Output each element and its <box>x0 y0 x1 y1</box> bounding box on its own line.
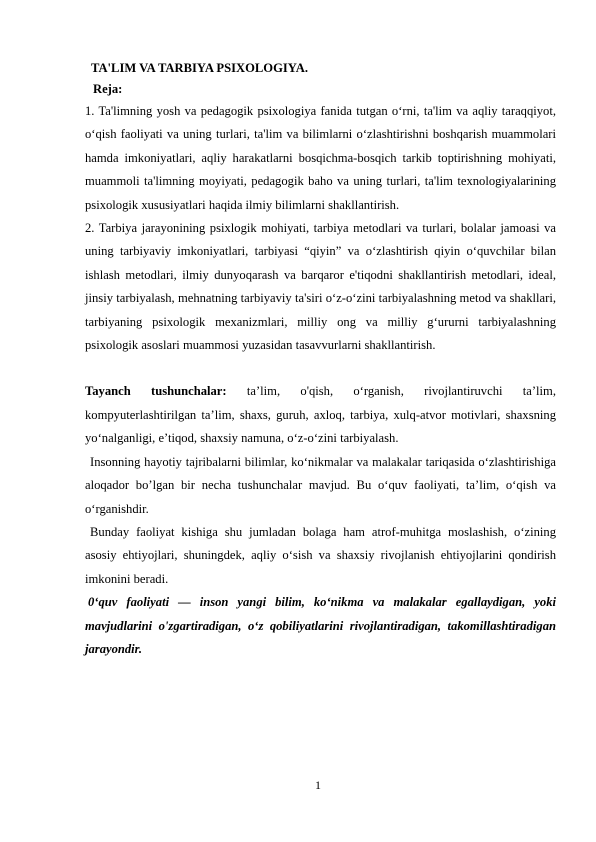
plan-item-1: 1. Ta'limning yosh va pedagogik psixologiya fanida tutgan o‘rni, ta'lim va aqliy taraqqiyot, o‘qish faoliyati va uning turlari, ta'lim va bilimlarni o‘zlashtirishni boshqarish muammolari hamda imkoniyatlari, aqliy harakatlarni bosqichma-bosqich tarkib toptirishning mohiyati, muammoli ta'limning moyiyati, pedagogik baho va uning turlari, ta'lim texnologiyalarining psixologik xususiyatlari haqida ilmiy bilimlarni shakllantirish. <box>85 104 556 212</box>
plan-item-2: 2. Tarbiya jarayonining psixlogik mohiyati, tarbiya metodlari va turlari, bolalar jamoasi va uning tarbiyaviy imkoniyatlari, tarbiyasi “qiyin” va o‘zlashtirish qiyin o‘quvchilar bilan ishlash metodlari, ilmiy dunyoqarash va barqaror e'tiqodni shakllantirish metodlari, ideal, jinsiy tarbiyalash, mehnatning tarbiyaviy ta'siri o‘z-o‘zini tarbiyalashning metod va shakllari, tarbiyaning psixologik mexanizmlari, milliy ong va milliy g‘ururni tarbiyalashning psixologik asoslari muammosi yuzasidan tasavvurlarni shakllantirish. <box>85 221 556 353</box>
definition-paragraph: 0‘quv faoliyati — inson yangi bilim, ko‘nikma va malakalar egallaydigan, yoki mavjudlarini o'zgartiradigan, o‘z qobiliyatlarini rivojlantiradigan, takomillashtiradigan jarayondir. <box>85 595 556 656</box>
spacer <box>85 357 556 380</box>
key-terms-paragraph <box>85 380 556 450</box>
page-number: 1 <box>315 778 321 792</box>
document-title: TA'LIM VA TARBIYA PSIXOLOGIYA. <box>91 61 308 75</box>
document-page <box>85 58 556 661</box>
body-paragraph-2: Bunday faoliyat kishiga shu jumladan bolaga ham atrof-muhitga moslashish, o‘zining asosiy ehtiyojlari, shuningdek, aqliy o‘sish va shaxsiy rivojlanish ehtiyojlarini qondirish imkonini beradi. <box>85 524 556 586</box>
plan-heading: Reja: <box>93 82 123 96</box>
key-terms-label: Tayanch tushunchalar: <box>85 384 227 399</box>
key-terms-text: ta’lim, o'qish, o‘rganish, rivojlantiruvchi ta’lim, kompyuterlashtirilgan ta’lim, shaxs, guruh, axloq, tarbiya, xulq-atvor motivlari, shaxsning yo‘nalganligi, e’tiqod, shaxsiy namuna, o‘z-o‘zini tarbiyalash. <box>85 384 557 446</box>
body-paragraph-1: Insonning hayotiy tajribalarni bilimlar, ko‘nikmalar va malakalar tariqasida o‘zlashtirishiga aloqador bo’lgan bir necha tushunchalar mavjud. Bu o‘quv faoliyati, ta’lim, o‘qish va o‘rganishdir. <box>85 454 556 516</box>
